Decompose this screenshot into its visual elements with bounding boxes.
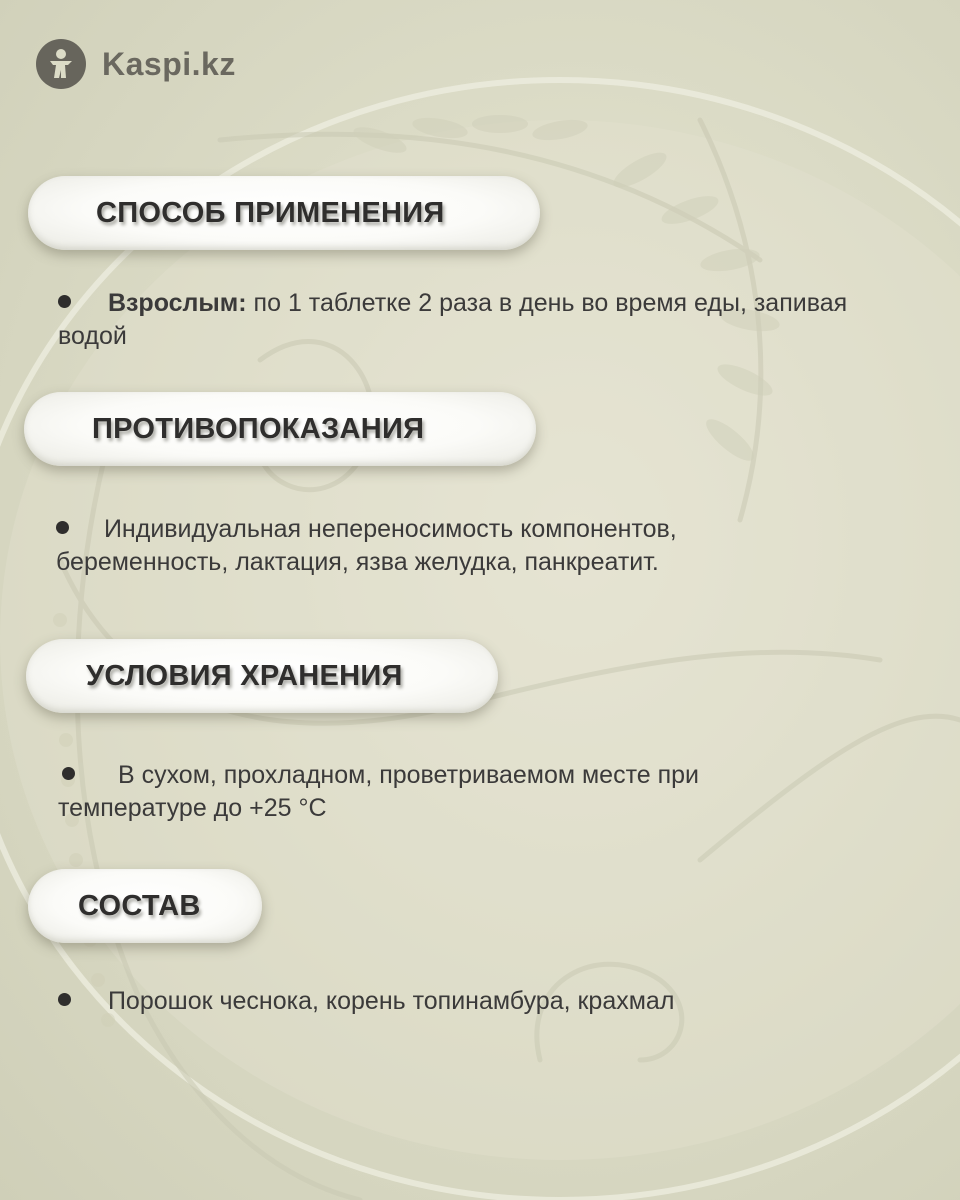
bullet-icon	[58, 295, 71, 308]
storage-text	[58, 759, 948, 825]
brand-name: Kaspi.kz	[102, 45, 236, 82]
section-header-composition	[28, 869, 262, 943]
brand-logo[interactable]	[36, 38, 236, 90]
contraindications-line-2: беременность, лактация, язва желудка, панкреатит.	[56, 548, 659, 576]
usage-line-1: по 1 таблетке 2 раза в день во время еды, запивая	[246, 289, 848, 317]
usage-text	[58, 287, 948, 353]
section-title: УСЛОВИЯ ХРАНЕНИЯ	[86, 659, 403, 692]
composition-line-1: Порошок чеснока, корень топинамбура, крахмал	[107, 987, 675, 1015]
usage-line-2: водой	[58, 322, 127, 350]
kaspi-logo-icon	[36, 39, 86, 89]
section-header-usage	[28, 176, 540, 250]
section-header-storage	[26, 639, 498, 713]
storage-line-1: В сухом, прохладном, проветриваемом месте при	[117, 761, 699, 789]
usage-lead: Взрослым:	[107, 289, 247, 317]
bullet-icon	[62, 767, 75, 780]
section-title: СОСТАВ	[78, 889, 201, 922]
section-title: ПРОТИВОПОКАЗАНИЯ	[92, 412, 425, 445]
bullet-icon	[56, 521, 69, 534]
composition-text	[58, 985, 948, 1018]
storage-line-2: температуре до +25 °C	[58, 794, 327, 822]
section-title: СПОСОБ ПРИМЕНЕНИЯ	[96, 196, 445, 229]
section-header-contraindications	[24, 392, 536, 466]
contraindications-text	[56, 513, 946, 579]
bullet-icon	[58, 993, 71, 1006]
contraindications-line-1: Индивидуальная непереносимость компонентов,	[103, 515, 677, 543]
